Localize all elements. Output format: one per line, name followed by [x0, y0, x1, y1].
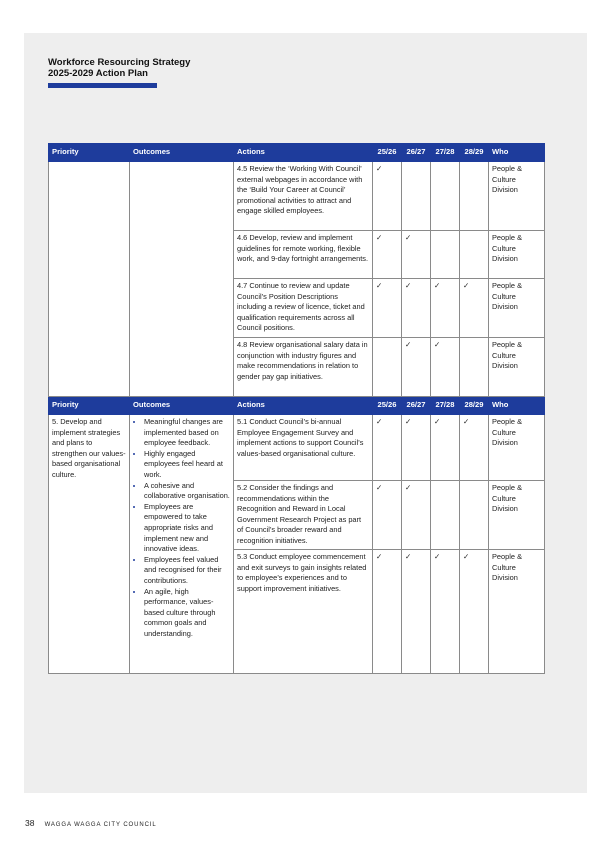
outcome-item: • An agile, high performance, values-based culture through common goals and understanding. — [144, 587, 230, 640]
tick-cell: ✓ — [402, 550, 431, 674]
outcomes-list — [133, 417, 230, 639]
outcome-item: • A cohesive and collaborative organisation. — [144, 481, 230, 502]
tick-cell — [460, 231, 489, 279]
table-header-row — [49, 144, 545, 162]
tick-cell: ✓ — [431, 550, 460, 674]
tick-cell — [431, 162, 460, 231]
action-cell: 4.7 Continue to review and update Council’s Position Descriptions including a review of licence, ticket and qualification requirements across all Council positions. — [234, 279, 373, 338]
action-cell: 4.8 Review organisational salary data in conjunction with industry figures and make recommendations in relation to gender pay gap initiatives. — [234, 338, 373, 397]
page-footer — [25, 818, 157, 828]
tick-cell — [460, 338, 489, 397]
tick-cell: ✓ — [402, 338, 431, 397]
header-outcomes: Outcomes — [130, 397, 234, 415]
header-year-4: 28/29 — [460, 397, 489, 415]
outcome-item: • Highly engaged employees feel heard at work. — [144, 449, 230, 481]
header-priority: Priority — [49, 397, 130, 415]
header-priority: Priority — [49, 144, 130, 162]
header-year-1: 25/26 — [373, 397, 402, 415]
action-cell: 5.2 Consider the findings and recommendations within the Recognition and Reward in Local Government Research Project as part of Council’s broader reward and recognition initiatives. — [234, 481, 373, 550]
tick-cell: ✓ — [402, 415, 431, 481]
organisation-name: WAGGA WAGGA CITY COUNCIL — [44, 822, 157, 828]
who-cell: People & Culture Division — [489, 279, 545, 338]
tick-cell: ✓ — [402, 481, 431, 550]
tick-cell: ✓ — [373, 481, 402, 550]
outcome-item: • Employees are empowered to take appropriate risks and implement new and innovative ideas. — [144, 502, 230, 555]
tick-cell: ✓ — [431, 415, 460, 481]
action-plan-table — [48, 143, 545, 674]
tick-cell: ✓ — [373, 415, 402, 481]
table-header-row — [49, 397, 545, 415]
tick-cell — [460, 481, 489, 550]
who-cell: People & Culture Division — [489, 415, 545, 481]
tick-cell: ✓ — [373, 279, 402, 338]
page-title — [48, 57, 190, 79]
title-line-1: Workforce Resourcing Strategy — [48, 57, 191, 68]
header-year-2: 26/27 — [402, 144, 431, 162]
who-cell: People & Culture Division — [489, 162, 545, 231]
tick-cell — [460, 162, 489, 231]
who-cell: People & Culture Division — [489, 481, 545, 550]
header-year-3: 27/28 — [431, 144, 460, 162]
action-cell: 4.5 Review the ‘Working With Council’ external webpages in accordance with the ‘Build Your Career at Council’ promotional activities to attract and engage skilled employees. — [234, 162, 373, 231]
header-year-2: 26/27 — [402, 397, 431, 415]
action-cell: 4.6 Develop, review and implement guidelines for remote working, flexible work, and 9-day fortnight arrangements. — [234, 231, 373, 279]
header-who: Who — [489, 144, 545, 162]
tick-cell: ✓ — [431, 279, 460, 338]
tick-cell — [402, 162, 431, 231]
tick-cell: ✓ — [373, 231, 402, 279]
tick-cell: ✓ — [402, 231, 431, 279]
tick-cell — [373, 338, 402, 397]
tick-cell: ✓ — [402, 279, 431, 338]
tick-cell — [431, 481, 460, 550]
table-row — [49, 415, 545, 481]
action-cell: 5.1 Conduct Council’s bi-annual Employee Engagement Survey and implement actions to support Council’s values-based organisational culture. — [234, 415, 373, 481]
tick-cell: ✓ — [460, 550, 489, 674]
header-outcomes: Outcomes — [130, 144, 234, 162]
action-cell: 5.3 Conduct employee commencement and exit surveys to gain insights related to employee’s experiences and to support improvement initiatives. — [234, 550, 373, 674]
header-who: Who — [489, 397, 545, 415]
table-row — [49, 162, 545, 231]
outcomes-cell — [130, 415, 234, 674]
tick-cell: ✓ — [373, 550, 402, 674]
header-year-4: 28/29 — [460, 144, 489, 162]
tick-cell: ✓ — [460, 279, 489, 338]
who-cell: People & Culture Division — [489, 231, 545, 279]
page-number: 38 — [25, 818, 35, 828]
outcome-item: • Meaningful changes are implemented based on employee feedback. — [144, 417, 230, 449]
header-year-3: 27/28 — [431, 397, 460, 415]
who-cell: People & Culture Division — [489, 338, 545, 397]
title-accent-bar — [48, 83, 157, 88]
tick-cell: ✓ — [460, 415, 489, 481]
outcome-item: • Employees feel valued and recognised for their contributions. — [144, 555, 230, 587]
tick-cell: ✓ — [373, 162, 402, 231]
tick-cell — [431, 231, 460, 279]
title-line-2: 2025-2029 Action Plan — [48, 68, 148, 79]
header-actions: Actions — [234, 144, 373, 162]
priority-cell-empty — [49, 162, 130, 397]
header-actions: Actions — [234, 397, 373, 415]
who-cell: People & Culture Division — [489, 550, 545, 674]
priority-cell: 5. Develop and implement strategies and plans to strengthen our values-based organisational culture. — [49, 415, 130, 674]
header-year-1: 25/26 — [373, 144, 402, 162]
outcomes-cell-empty — [130, 162, 234, 397]
tick-cell: ✓ — [431, 338, 460, 397]
